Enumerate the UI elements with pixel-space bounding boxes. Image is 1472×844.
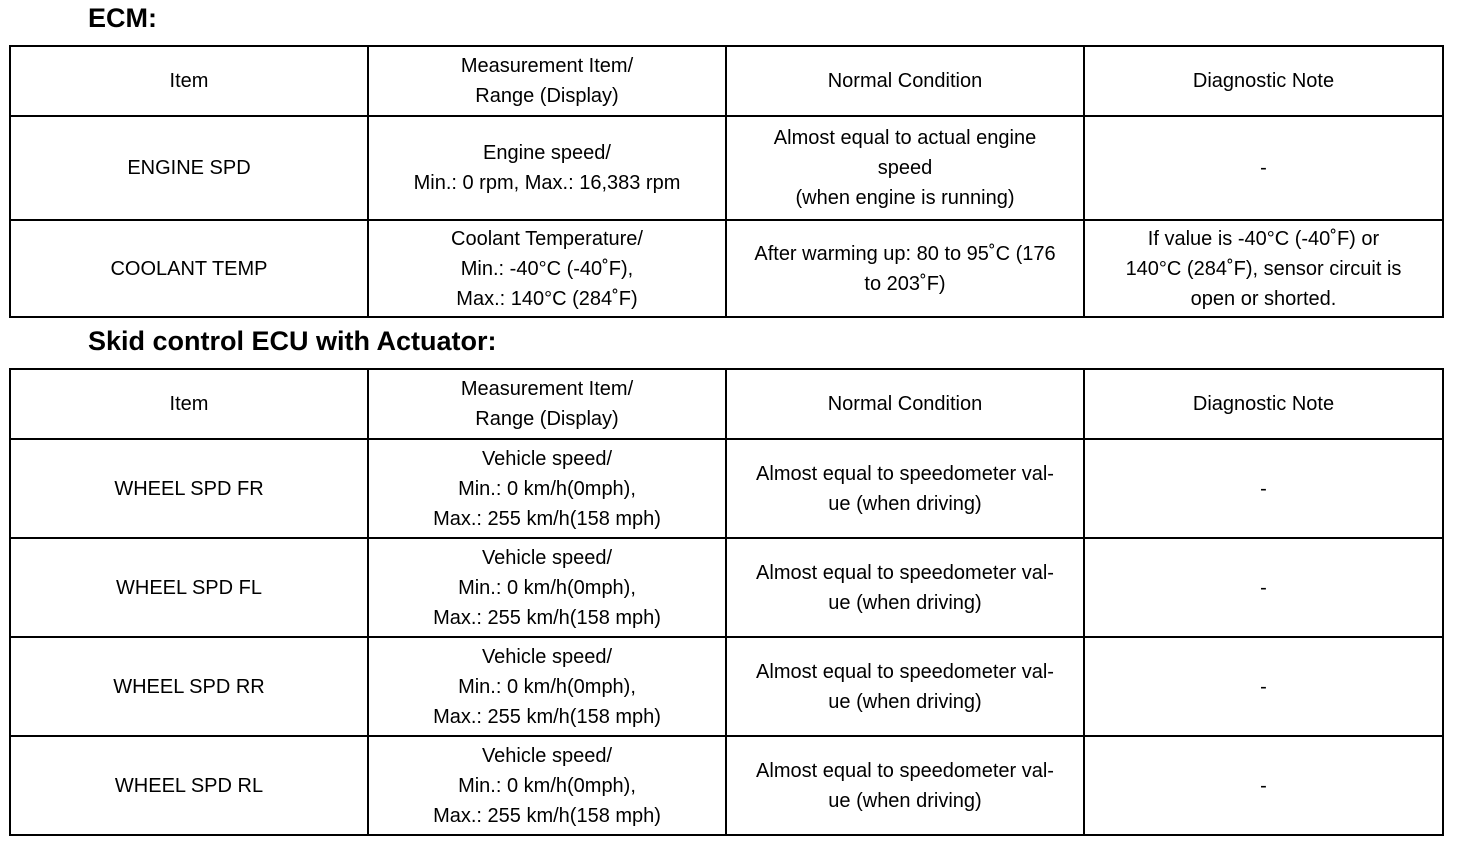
measurement-cell: Engine speed/ Min.: 0 rpm, Max.: 16,383 rpm [368,116,726,220]
normal-condition-cell: Almost equal to speedometer val- ue (when driving) [726,538,1084,637]
table-row [10,637,1443,736]
normal-condition-cell: Almost equal to speedometer val- ue (when driving) [726,439,1084,538]
diagnostic-note-cell: - [1084,538,1443,637]
ecm-section-title: ECM: [88,3,157,33]
table-row [10,220,1443,317]
item-cell: WHEEL SPD FL [10,538,368,637]
measurement-cell: Vehicle speed/ Min.: 0 km/h(0mph), Max.: 255 km/h(158 mph) [368,538,726,637]
column-header-measurement: Measurement Item/ Range (Display) [368,46,726,116]
item-cell: WHEEL SPD RR [10,637,368,736]
normal-condition-cell: Almost equal to speedometer val- ue (when driving) [726,736,1084,835]
diagnostic-note-cell: - [1084,637,1443,736]
measurement-cell: Coolant Temperature/ Min.: -40°C (-40˚F), Max.: 140°C (284˚F) [368,220,726,317]
skid-control-data-table [9,368,1444,836]
column-header-normal-condition: Normal Condition [726,369,1084,439]
table-header-row [10,46,1443,116]
column-header-diagnostic-note: Diagnostic Note [1084,46,1443,116]
table-row [10,116,1443,220]
normal-condition-cell: After warming up: 80 to 95˚C (176 to 203˚F) [726,220,1084,317]
item-cell: WHEEL SPD RL [10,736,368,835]
table-row [10,439,1443,538]
column-header-item: Item [10,369,368,439]
measurement-cell: Vehicle speed/ Min.: 0 km/h(0mph), Max.: 255 km/h(158 mph) [368,736,726,835]
table-header-row [10,369,1443,439]
ecm-data-table [9,45,1444,318]
column-header-measurement: Measurement Item/ Range (Display) [368,369,726,439]
diagnostic-note-cell: - [1084,439,1443,538]
table-row [10,538,1443,637]
diagnostic-note-cell: If value is -40°C (-40˚F) or 140°C (284˚F), sensor circuit is open or shorted. [1084,220,1443,317]
normal-condition-cell: Almost equal to speedometer val- ue (when driving) [726,637,1084,736]
diagnostic-note-cell: - [1084,736,1443,835]
item-cell: WHEEL SPD FR [10,439,368,538]
item-cell: COOLANT TEMP [10,220,368,317]
diagnostic-note-cell: - [1084,116,1443,220]
column-header-diagnostic-note: Diagnostic Note [1084,369,1443,439]
table-row [10,736,1443,835]
measurement-cell: Vehicle speed/ Min.: 0 km/h(0mph), Max.: 255 km/h(158 mph) [368,439,726,538]
normal-condition-cell: Almost equal to actual engine speed (when engine is running) [726,116,1084,220]
measurement-cell: Vehicle speed/ Min.: 0 km/h(0mph), Max.: 255 km/h(158 mph) [368,637,726,736]
item-cell: ENGINE SPD [10,116,368,220]
column-header-item: Item [10,46,368,116]
skid-control-section-title: Skid control ECU with Actuator: [88,326,497,356]
column-header-normal-condition: Normal Condition [726,46,1084,116]
